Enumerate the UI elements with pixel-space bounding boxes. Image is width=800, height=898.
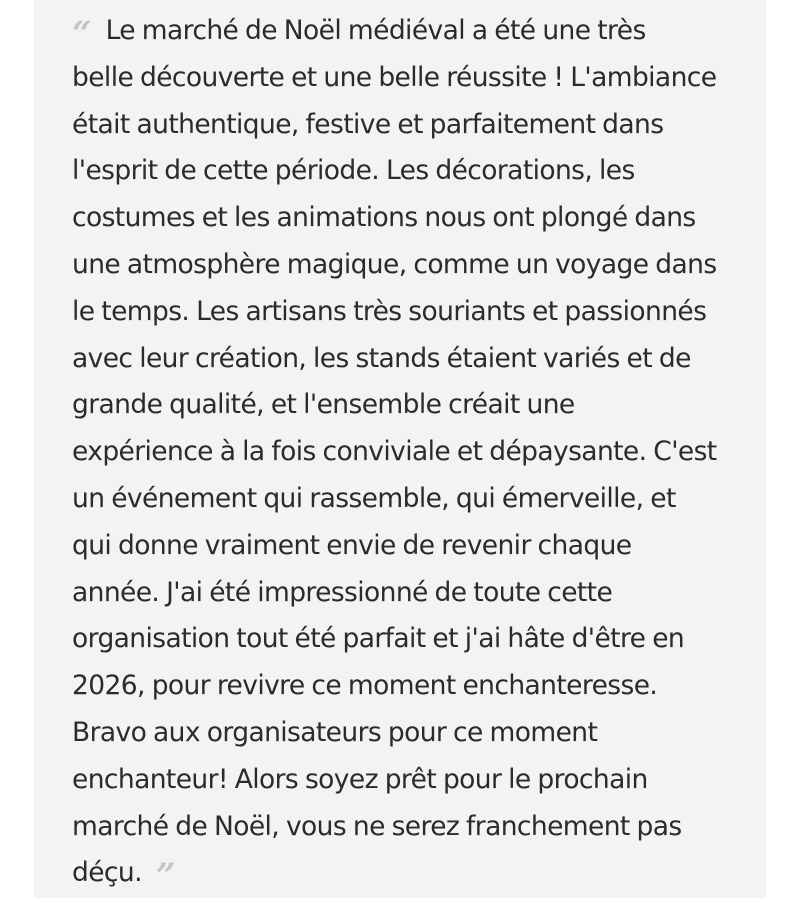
review-line: l'esprit de cette période. Les décorations, les bbox=[72, 155, 635, 187]
review-line: le temps. Les artisans très souriants et passionnés bbox=[72, 295, 707, 327]
review-line: grande qualité, et l'ensemble créait une bbox=[72, 389, 575, 421]
review-line: qui donne vraiment envie de revenir chaque bbox=[72, 529, 632, 561]
review-line-text: déçu. bbox=[72, 857, 142, 889]
review-quote-card bbox=[34, 0, 766, 898]
review-line: enchanteur! Alors soyez prêt pour le prochain bbox=[72, 763, 648, 795]
review-line: expérience à la fois conviviale et dépaysante. C'est bbox=[72, 436, 717, 468]
review-line: un événement qui rassemble, qui émerveille, et bbox=[72, 482, 676, 514]
review-line-text: Le marché de Noël médiéval a été une très bbox=[105, 15, 646, 46]
review-line bbox=[72, 8, 732, 55]
review-line bbox=[72, 850, 732, 897]
review-line: Bravo aux organisateurs pour ce moment bbox=[72, 716, 598, 748]
review-line: 2026, pour revivre ce moment enchanteresse. bbox=[72, 670, 658, 702]
review-line: une atmosphère magique, comme un voyage dans bbox=[72, 248, 717, 280]
review-text bbox=[72, 8, 732, 897]
review-line: marché de Noël, vous ne serez franchement pas bbox=[72, 810, 682, 842]
open-quote-icon: “ bbox=[72, 14, 90, 54]
review-line: organisation tout été parfait et j'ai hâte d'être en bbox=[72, 623, 685, 655]
review-line: année. J'ai été impressionné de toute cette bbox=[72, 576, 613, 608]
review-line: avec leur création, les stands étaient variés et de bbox=[72, 342, 691, 374]
close-quote-icon: ” bbox=[155, 856, 174, 897]
review-line: costumes et les animations nous ont plongé dans bbox=[72, 202, 696, 234]
review-line: belle découverte et une belle réussite ! L'ambiance bbox=[72, 61, 717, 93]
review-line: était authentique, festive et parfaitement dans bbox=[72, 108, 664, 140]
